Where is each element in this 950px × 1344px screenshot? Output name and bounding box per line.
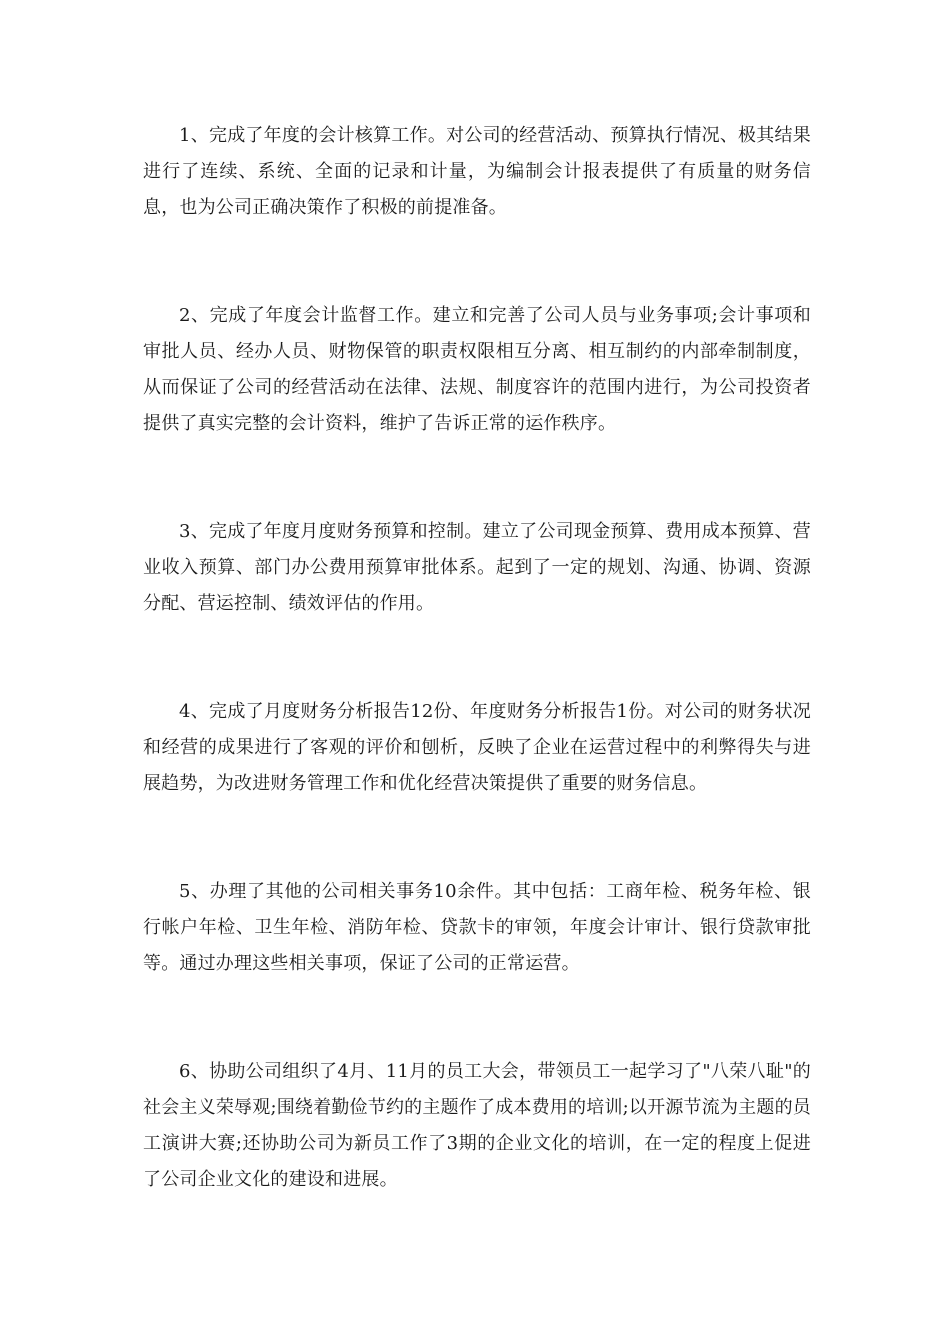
paragraph-2: 2、完成了年度会计监督工作。建立和完善了公司人员与业务事项;会计事项和审批人员、经办人员、财物保管的职责权限相互分离、相互制约的内部牵制制度，从而保证了公司的经营活动在法律、法规、制度容许的范围内进行，为公司投资者提供了真实完整的会计资料，维护了告诉正常的运作秩序。 xyxy=(143,305,811,434)
paragraph-5: 5、办理了其他的公司相关事务10余件。其中包括：工商年检、税务年检、银行帐户年检、卫生年检、消防年检、贷款卡的审领，年度会计审计、银行贷款审批等。通过办理这些相关事项，保证了公司的正常运营。 xyxy=(143,881,811,974)
paragraph-3: 3、完成了年度月度财务预算和控制。建立了公司现金预算、费用成本预算、营业收入预算、部门办公费用预算审批体系。起到了一定的规划、沟通、协调、资源分配、营运控制、绩效评估的作用。 xyxy=(143,521,811,614)
paragraph-6: 6、协助公司组织了4月、11月的员工大会，带领员工一起学习了"八荣八耻"的社会主义荣辱观;围绕着勤俭节约的主题作了成本费用的培训;以开源节流为主题的员工演讲大赛;还协助公司为新员工作了3期的企业文化的培训，在一定的程度上促进了公司企业文化的建设和进展。 xyxy=(143,1061,811,1190)
paragraph-1: 1、完成了年度的会计核算工作。对公司的经营活动、预算执行情况、极其结果进行了连续、系统、全面的记录和计量，为编制会计报表提供了有质量的财务信息，也为公司正确决策作了积极的前提准备。 xyxy=(143,125,811,218)
paragraph-4: 4、完成了月度财务分析报告12份、年度财务分析报告1份。对公司的财务状况和经营的成果进行了客观的评价和刨析，反映了企业在运营过程中的利弊得失与进展趋势，为改进财务管理工作和优化经营决策提供了重要的财务信息。 xyxy=(143,701,811,794)
